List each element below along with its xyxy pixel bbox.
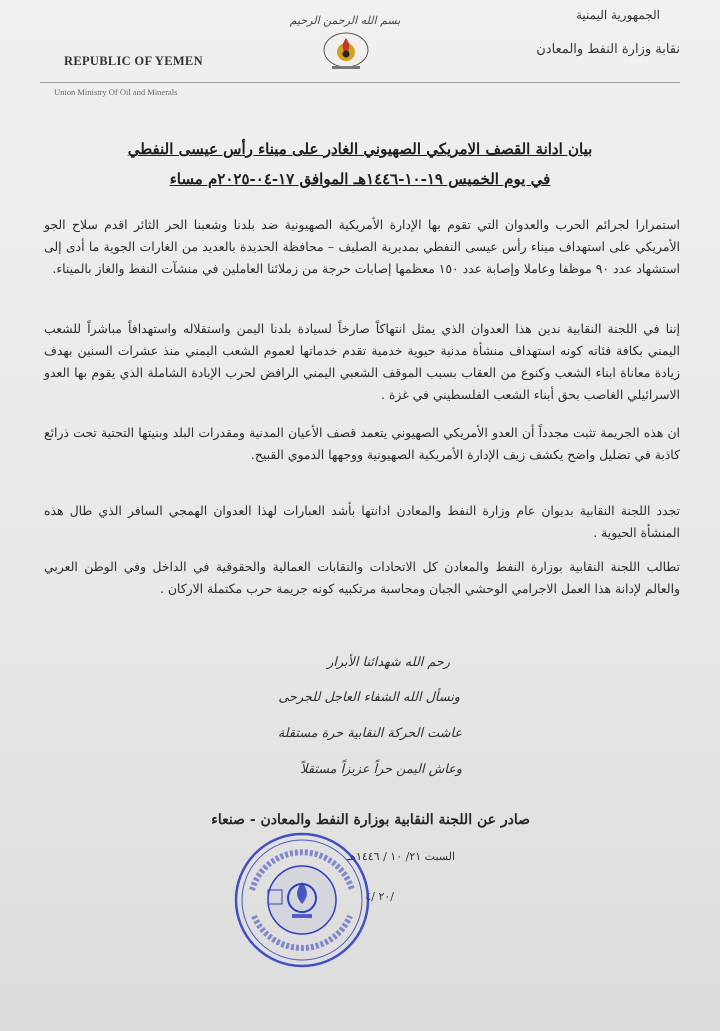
closing-line-3: عاشت الحركة النقابية حرة مستقلة <box>277 726 462 741</box>
closing-line-1: رحم الله شهدائنا الأبرار <box>327 655 450 670</box>
header-divider <box>40 82 680 83</box>
issue-date-hijri: السبت ٢١/ ١٠ / ١٤٤٦هـ <box>346 850 455 863</box>
paragraph-4: تجدد اللجنة النقابية بديوان عام وزارة النفط والمعادن ادانتها بأشد العبارات لهذا العدوان الهمجي السافر الذي طال هذه المنشأة الحيوية . <box>44 503 680 540</box>
header-basmala: بسم الله الرحمن الرحيم <box>289 14 401 27</box>
paragraph-1: استمرارا لجرائم الحرب والعدوان التي تقوم بها الإدارة الأمريكية الصهيونية ضد بلدنا وشعبنا الحر الثائر اقدم سلاح الجو الأمريكي على استهداف ميناء رأس عيسى النفطي بمديرية الصليف – محافظة الحديدة بالعديد من الغارات الجوية ما أدى إلى استشهاد عدد ٩٠ موظفا وعاملا وإصابة عدد ١٥٠ معظمها إصابات حرجة من زملائنا العاملين في منشآت النفط والغاز بالميناء. <box>44 217 680 276</box>
header-union-arabic: نقابة وزارة النفط والمعادن <box>536 42 680 57</box>
header-country-arabic: الجمهورية اليمنية <box>575 8 660 22</box>
header-english-subtitle: Union Ministry Of Oil and Minerals <box>54 87 178 97</box>
paragraph-5: تطالب اللجنة النقابية بوزارة النفط والمعادن كل الاتحادات والنقابات العمالية والحقوقية في الداخل وفي الوطن العربي والعالم لإدانة هذا العمل الاجرامي الوحشي الجبان ومحاسبة مرتكبيه كونه جريمة حرب مكتملة الاركان . <box>44 559 680 596</box>
oil-union-logo <box>320 30 372 74</box>
union-stamp <box>232 830 372 970</box>
paragraph-3: ان هذه الجريمة تثبت مجدداً أن العدو الأمريكي الصهيوني يتعمد قصف الأعيان المدنية ومقدرات البلد وبنيتها التحتية تحت ذرائع كاذبة في تضليل واضح يكشف زيف الإدارة الأمريكية الصهيونية ووجهها الدموي القبيح. <box>44 425 680 462</box>
statement-title: بيان ادانة القصف الامريكي الصهيوني الغادر على ميناء رأس عيسى النفطي <box>127 140 593 158</box>
issuer-line: صادر عن اللجنة النقابية بوزارة النفط والمعادن - صنعاء <box>211 812 530 828</box>
paragraph-2: إننا في اللجنة النقابية ندين هذا العدوان الذي يمثل انتهاكاً صارخاً لسيادة بلدنا اليمن واستقلاله واستهدافاً مباشراً للشعب اليمني بكافة فئاته كونه استهداف منشأة مدنية حيوية خدمية تقدم خدماتها لعموم الشعب اليمني منذ عشرات السنين بهدف زيادة معاناة ابناء الشعب وكنوع من العقاب بسبب الموقف الشعبي اليمني الرافض لحرب الإبادة الشاملة الذي يقوم بها العدو الاسرائيلي الغاصب بحق أبناء الشعب الفلسطيني في غزة . <box>44 321 680 402</box>
closing-line-2: ونسأل الله الشفاء العاجل للجرحى <box>278 690 460 705</box>
issue-date-gregorian: /٢٠ /٤ <box>365 890 394 903</box>
header-english-title: REPUBLIC OF YEMEN <box>64 54 203 68</box>
closing-line-4: وعاش اليمن حراً عزيزاً مستقلاً <box>300 762 462 777</box>
statement-date-title: في يوم الخميس ١٩-١٠-١٤٤٦هـ الموافق ١٧-٠٤-٢٠٢٥م مساء <box>169 170 551 188</box>
